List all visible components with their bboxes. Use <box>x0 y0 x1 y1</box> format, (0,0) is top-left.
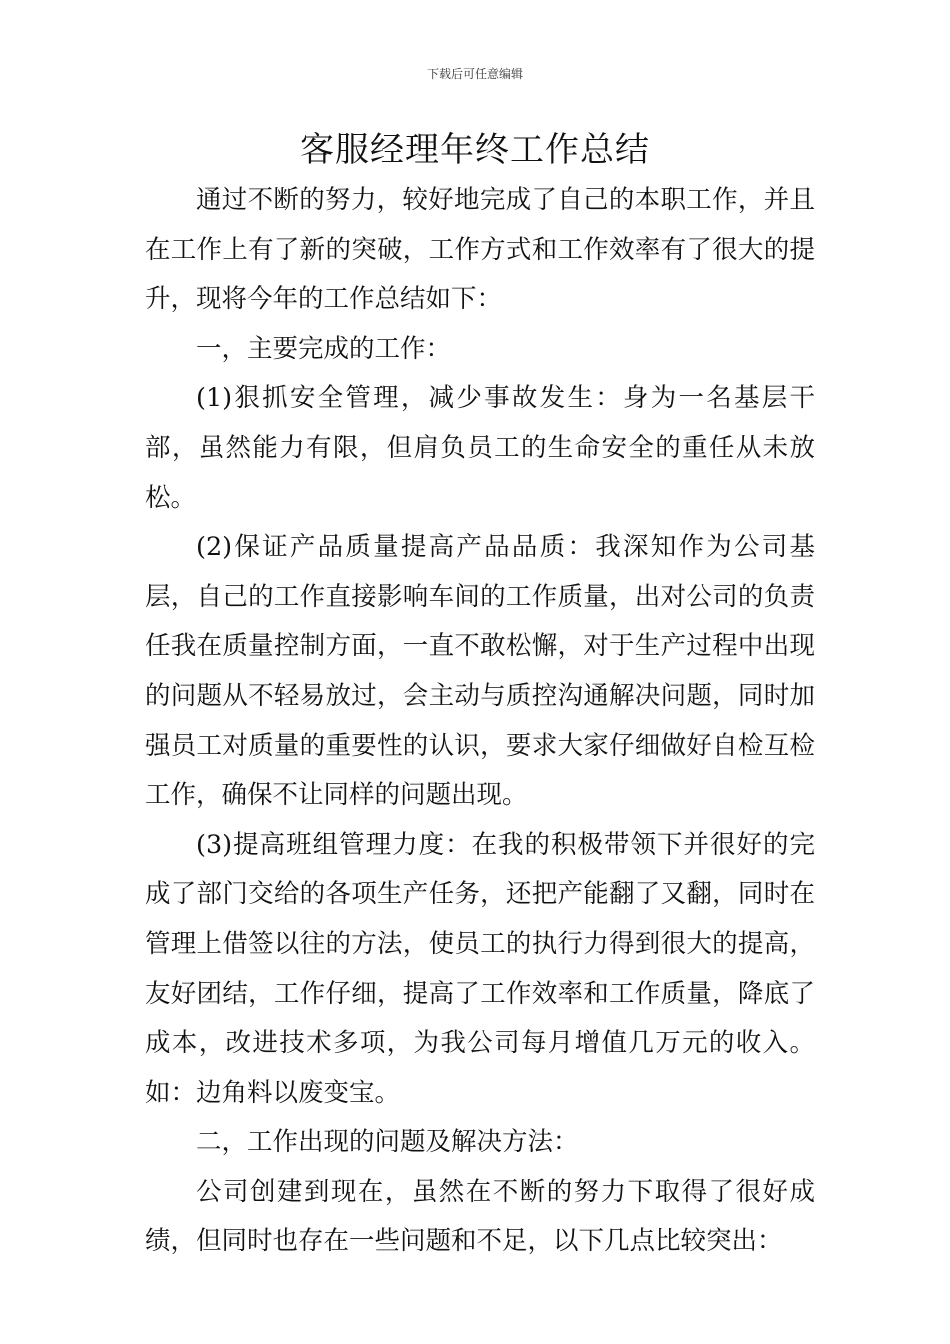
header-note: 下载后可任意编辑 <box>426 67 523 81</box>
paragraph-section-2-heading: 二，工作出现的问题及解决方法： <box>196 1127 579 1158</box>
paragraph-section-1-heading: 一，主要完成的工作： <box>196 333 452 364</box>
paragraph-item-1: (1)狠抓安全管理，减少事故发生：身为一名基层干部，虽然能力有限，但肩负员工的生命安全的重任从未放松。 <box>145 383 815 513</box>
document-title: 客服经理年终工作总结 <box>300 130 650 170</box>
paragraph-intro: 通过不断的努力，较好地完成了自己的本职工作，并且在工作上有了新的突破，工作方式和工作效率有了很大的提升，现将今年的工作总结如下： <box>145 185 815 315</box>
paragraph-item-3: (3)提高班组管理力度：在我的积极带领下并很好的完成了部门交给的各项生产任务，还把产能翻了又翻，同时在管理上借签以往的方法，使员工的执行力得到很大的提高，友好团结，工作仔细，提高了工作效率和工作质量，降底了成本，改进技术多项，为我公司每月增值几万元的收入。如：边角料以废变宝。 <box>145 829 815 1108</box>
document-body <box>145 176 815 1267</box>
paragraph-item-2: (2)保证产品质量提高产品品质：我深知作为公司基层，自己的工作直接影响车间的工作质量，出对公司的负责任我在质量控制方面，一直不敢松懈，对于生产过程中出现的问题从不轻易放过，会主动与质控沟通解决问题，同时加强员工对质量的重要性的认识，要求大家仔细做好自检互检工作，确保不让同样的问题出现。 <box>145 532 815 811</box>
paragraph-section-2-body: 公司创建到现在，虽然在不断的努力下取得了很好成绩，但同时也存在一些问题和不足，以下几点比较突出： <box>145 1176 815 1257</box>
